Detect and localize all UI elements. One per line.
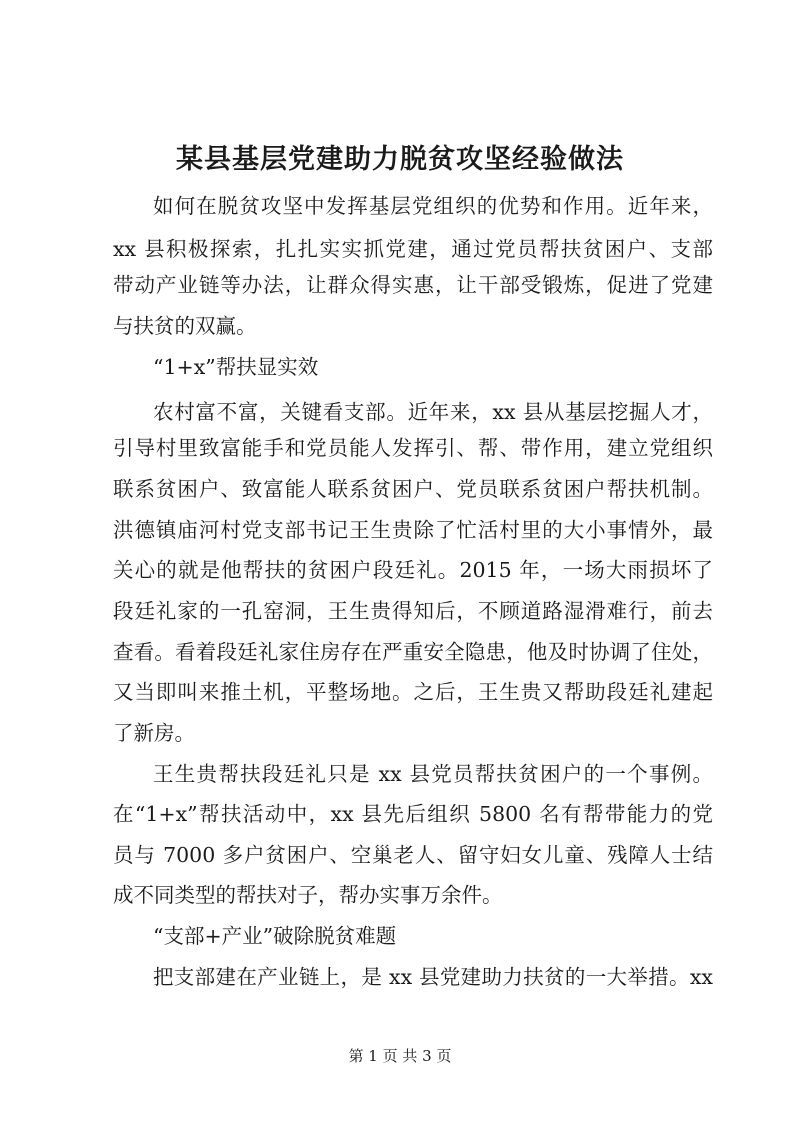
body-paragraph-line: 引导村里致富能手和党员能人发挥引、帮、带作用，建立党组织: [113, 436, 713, 460]
body-paragraph-line: 关心的就是他帮扶的贫困户段廷礼。2015 年，一场大雨损坏了: [113, 558, 713, 582]
body-paragraph-line: 在“1+x”帮扶活动中，xx 县先后组织 5800 名有帮带能力的党: [113, 802, 713, 826]
page-footer: 第 1 页 共 3 页: [348, 1047, 452, 1065]
intro-paragraph-line: 如何在脱贫攻坚中发挥基层党组织的优势和作用。近年来，: [153, 194, 713, 218]
intro-paragraph-line: xx 县积极探索，扎扎实实抓党建，通过党员帮扶贫困户、支部: [113, 237, 713, 261]
body-paragraph-line: 王生贵帮扶段廷礼只是 xx 县党员帮扶贫困户的一个事例。: [153, 762, 713, 786]
body-paragraph-line: 段廷礼家的一孔窑洞，王生贵得知后，不顾道路湿滑难行，前去: [113, 599, 713, 623]
intro-paragraph-line: 带动产业链等办法，让群众得实惠，让干部受锻炼，促进了党建: [113, 273, 713, 297]
intro-paragraph-line: 与扶贫的双赢。: [113, 314, 257, 338]
document-title: 某县基层党建助力脱贫攻坚经验做法: [176, 144, 624, 175]
body-paragraph-line: 把支部建在产业链上，是 xx 县党建助力扶贫的一大举措。xx: [153, 965, 713, 989]
body-paragraph-line: 洪德镇庙河村党支部书记王生贵除了忙活村里的大小事情外，最: [113, 518, 713, 542]
section-heading: “支部+产业”破除脱贫难题: [153, 924, 397, 948]
section-heading: “1+x”帮扶显实效: [153, 355, 319, 379]
body-paragraph-line: 了新房。: [113, 721, 195, 745]
body-paragraph-line: 联系贫困户、致富能人联系贫困户、党员联系贫困户帮扶机制。: [113, 477, 713, 501]
body-paragraph-line: 又当即叫来推土机，平整场地。之后，王生贵又帮助段廷礼建起: [113, 680, 713, 704]
body-paragraph-line: 员与 7000 多户贫困户、空巢老人、留守妇女儿童、残障人士结: [113, 843, 713, 867]
body-paragraph-line: 查看。看着段廷礼家住房存在严重安全隐患，他及时协调了住处，: [113, 640, 713, 664]
body-paragraph-line: 成不同类型的帮扶对子，帮办实事万余件。: [113, 883, 503, 907]
body-paragraph-line: 农村富不富，关键看支部。近年来，xx 县从基层挖掘人才，: [153, 400, 713, 424]
